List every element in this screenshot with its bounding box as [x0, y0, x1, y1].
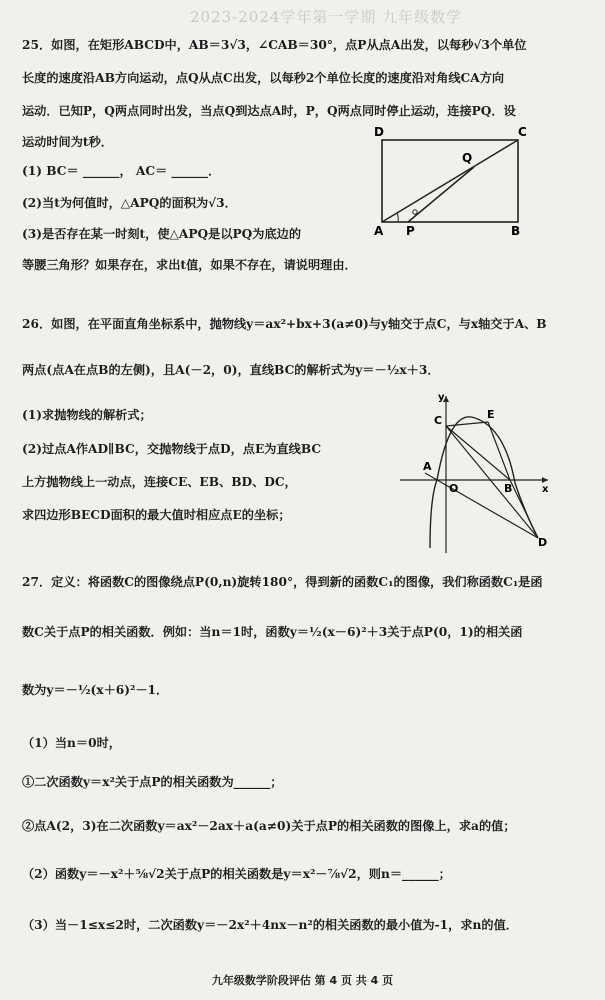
label-y: y [438, 392, 445, 403]
label-a: A [374, 224, 384, 238]
label-c: C [434, 414, 443, 427]
q26-part2b: 上方抛物线上一动点，连接CE、EB、BD、DC， [22, 475, 297, 489]
q27-part3: （3）当－1≤x≤2时，二次函数y＝－2x²＋4nx－n²的相关函数的最小值为-1，求n的值． [22, 918, 518, 932]
q25-line4: 运动时间为t秒． [22, 135, 113, 149]
q26-parabola-figure [390, 388, 560, 558]
q27-part2: （2）函数y＝－x²＋⅝√2关于点P的相关函数是y＝x²－⅞√2，则n＝______； [22, 867, 451, 881]
q26-line1: 26．如图，在平面直角坐标系中，抛物线y＝ax²+bx+3(a≠0)与y轴交于点C，与x轴交于A、B [22, 317, 547, 331]
line-ad [425, 473, 538, 538]
q26-line2: 两点(点A在点B的左侧)，且A(－2，0)，直线BC的解析式为y＝－½x＋3． [22, 363, 440, 377]
q26-part2a: (2)过点A作AD∥BC，交抛物线于点D，点E为直线BC [22, 442, 322, 456]
angle-dot [413, 210, 417, 214]
q27-part1a: ①二次函数y＝x²关于点P的相关函数为______； [22, 775, 283, 789]
label-o: O [449, 482, 459, 495]
line-cd [446, 426, 538, 538]
q25-part3a: (3)是否存在某一时刻t，使△APQ是以PQ为底边的 [22, 227, 302, 241]
x-axis-arrow [542, 477, 548, 483]
label-d: D [374, 125, 384, 139]
label-q: Q [462, 151, 473, 165]
q25-line3: 运动．已知P，Q两点同时出发，当点Q到达点A时，P，Q两点同时停止运动，连接PQ．设 [22, 104, 516, 118]
q25-part3b: 等腰三角形？如果存在，求出t值，如果不存在，请说明理由． [22, 258, 357, 272]
q26-part1: (1)求抛物线的解析式； [22, 408, 152, 422]
label-x: x [542, 484, 549, 495]
q27-line3: 数为y＝－½(x＋6)²－1． [22, 683, 169, 697]
q27-part1b: ②点A(2，3)在二次函数y＝ax²－2ax＋a(a≠0)关于点P的相关函数的图像上，求a的值； [22, 819, 516, 833]
label-d: D [538, 536, 548, 549]
label-p: P [406, 224, 415, 238]
label-c: C [518, 125, 527, 139]
q25-line2: 长度的速度沿AB方向运动，点Q从点C出发，以每秒2个单位长度的速度沿对角线CA方向 [22, 71, 505, 85]
q25-part1: (1) BC＝ ______， AC＝ ______． [22, 164, 221, 178]
label-a: A [423, 460, 432, 473]
q27-line2: 数C关于点P的相关函数．例如：当n＝1时，函数y＝½(x－6)²＋3关于点P(0，1)的相关函 [22, 625, 523, 639]
label-e: E [487, 408, 495, 421]
q25-line1: 25．如图，在矩形ABCD中，AB＝3√3，∠CAB＝30°，点P从点A出发，以每秒√3个单位 [22, 38, 527, 52]
diagonal-ac [382, 140, 518, 222]
q25-part2: (2)当t为何值时，△APQ的面积为√3． [22, 196, 237, 210]
angle-mark [397, 213, 398, 222]
q27-line1: 27．定义：将函数C的图像绕点P(0,n)旋转180°，得到新的函数C₁的图像，我们称函数C₁是函 [22, 575, 543, 589]
bleed-through-header: 2023-2024学年第一学期 九年级数学 [190, 8, 463, 26]
line-ce [446, 422, 488, 426]
label-b: B [504, 482, 513, 495]
page-footer: 九年级数学阶段评估 第 4 页 共 4 页 [211, 974, 394, 987]
q25-rectangle-figure [370, 122, 535, 242]
q27-part1: （1）当n＝0时， [22, 736, 121, 750]
label-b: B [511, 224, 521, 238]
segment-pq [408, 167, 474, 222]
q26-part2c: 求四边形BECD面积的最大值时相应点E的坐标； [22, 508, 291, 522]
